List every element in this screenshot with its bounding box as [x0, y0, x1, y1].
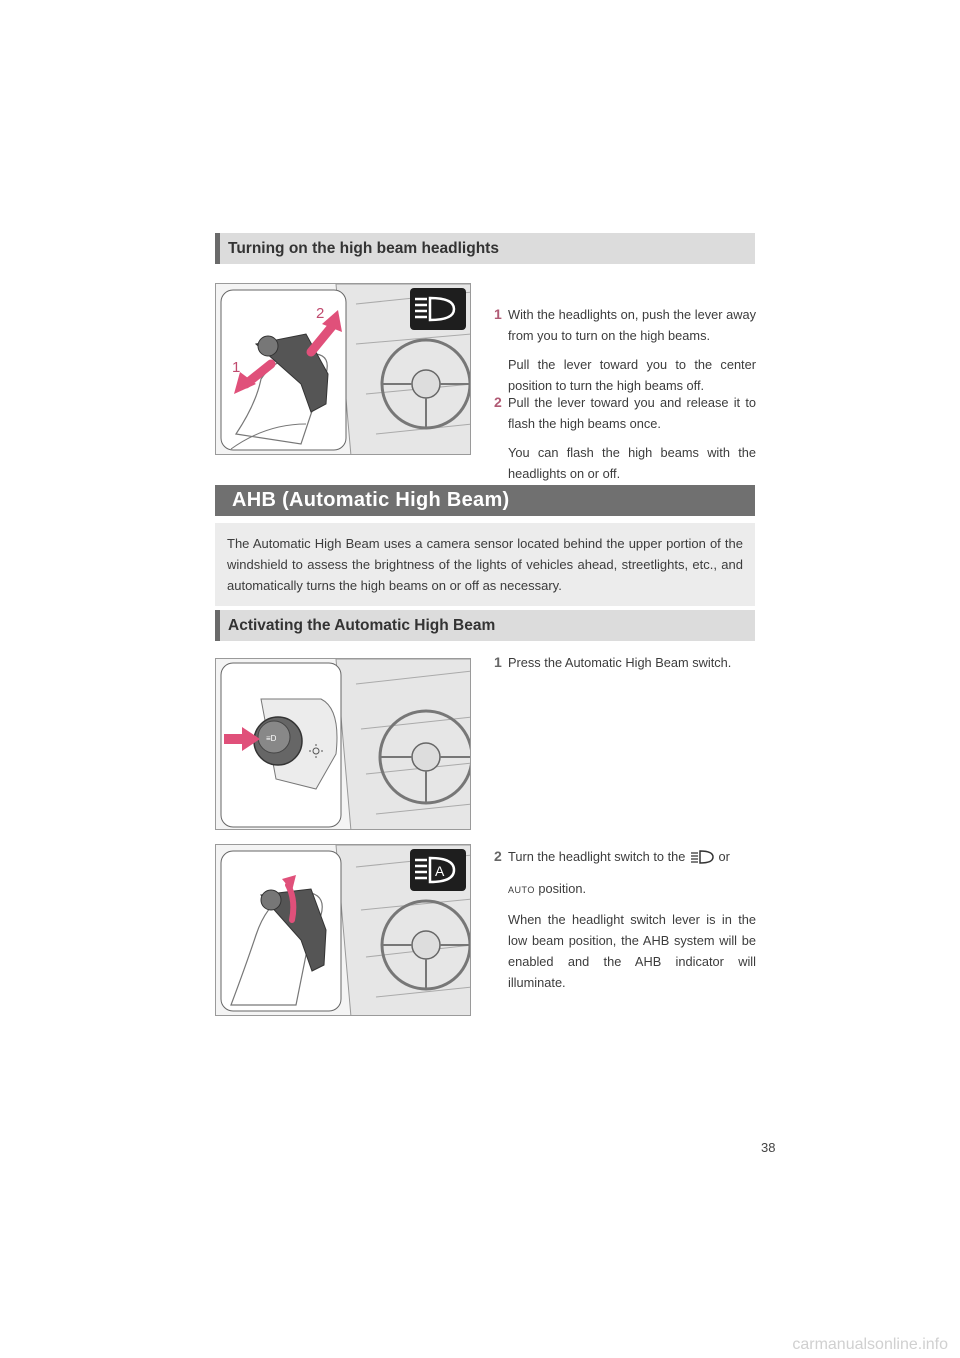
- section-title-ahb: [215, 485, 755, 516]
- step-number: 1: [494, 306, 502, 322]
- step-text: Press the Automatic High Beam switch.: [508, 655, 732, 670]
- section-title-high-beam: [215, 233, 755, 264]
- fig-label-1: 1: [232, 359, 241, 376]
- step-subtext: You can flash the high beams with the headlights on or off.: [508, 445, 756, 481]
- section-title-text: Activating the Automatic High Beam: [228, 617, 496, 634]
- figure-headlight-switch: [215, 844, 471, 1016]
- section-title-text: AHB (Automatic High Beam): [232, 489, 510, 511]
- step-subtext: Pull the lever toward you to the center position to turn the high beams off.: [508, 357, 756, 393]
- step-text-auto: AUTO position.: [508, 881, 587, 896]
- step-subtext: When the headlight switch lever is in the low beam position, the AHB system will be enabled and the AHB indicator will illuminate.: [508, 912, 756, 990]
- step-number: 2: [494, 848, 502, 864]
- figure-high-beam-lever: [215, 283, 471, 455]
- step-number: 1: [494, 654, 502, 670]
- svg-text:≡D: ≡D: [266, 734, 277, 743]
- step-text: Turn the headlight switch to the or: [496, 846, 756, 870]
- step-2-headlight-switch: [496, 846, 756, 1001]
- section-title-activating-ahb: [215, 610, 755, 641]
- ahb-indicator-letter: A: [435, 863, 445, 879]
- watermark: carmanualsonline.info: [792, 1336, 948, 1353]
- step-number: 2: [494, 394, 502, 410]
- step-2-flash: [496, 392, 756, 492]
- step-1-high-beam: [496, 304, 756, 404]
- step-1-press-ahb: [496, 652, 756, 681]
- fig-label-2: 2: [316, 305, 325, 322]
- auto-position-label: AUTO: [508, 885, 535, 895]
- step-text: With the headlights on, push the lever away from you to turn on the high beams.: [508, 307, 756, 343]
- headlight-icon: [689, 849, 715, 870]
- ahb-description-note: The Automatic High Beam uses a camera sensor located behind the upper portion of the windshield to assess the brightness of the lights of vehicles ahead, streetlights, etc., and automatically turns the high beams on or off as necessary.: [215, 523, 755, 606]
- page-number: 38: [761, 1140, 776, 1155]
- step-text: Pull the lever toward you and release it to flash the high beams once.: [508, 395, 756, 431]
- section-title-text: Turning on the high beam headlights: [228, 240, 499, 257]
- figure-ahb-switch: [215, 658, 471, 830]
